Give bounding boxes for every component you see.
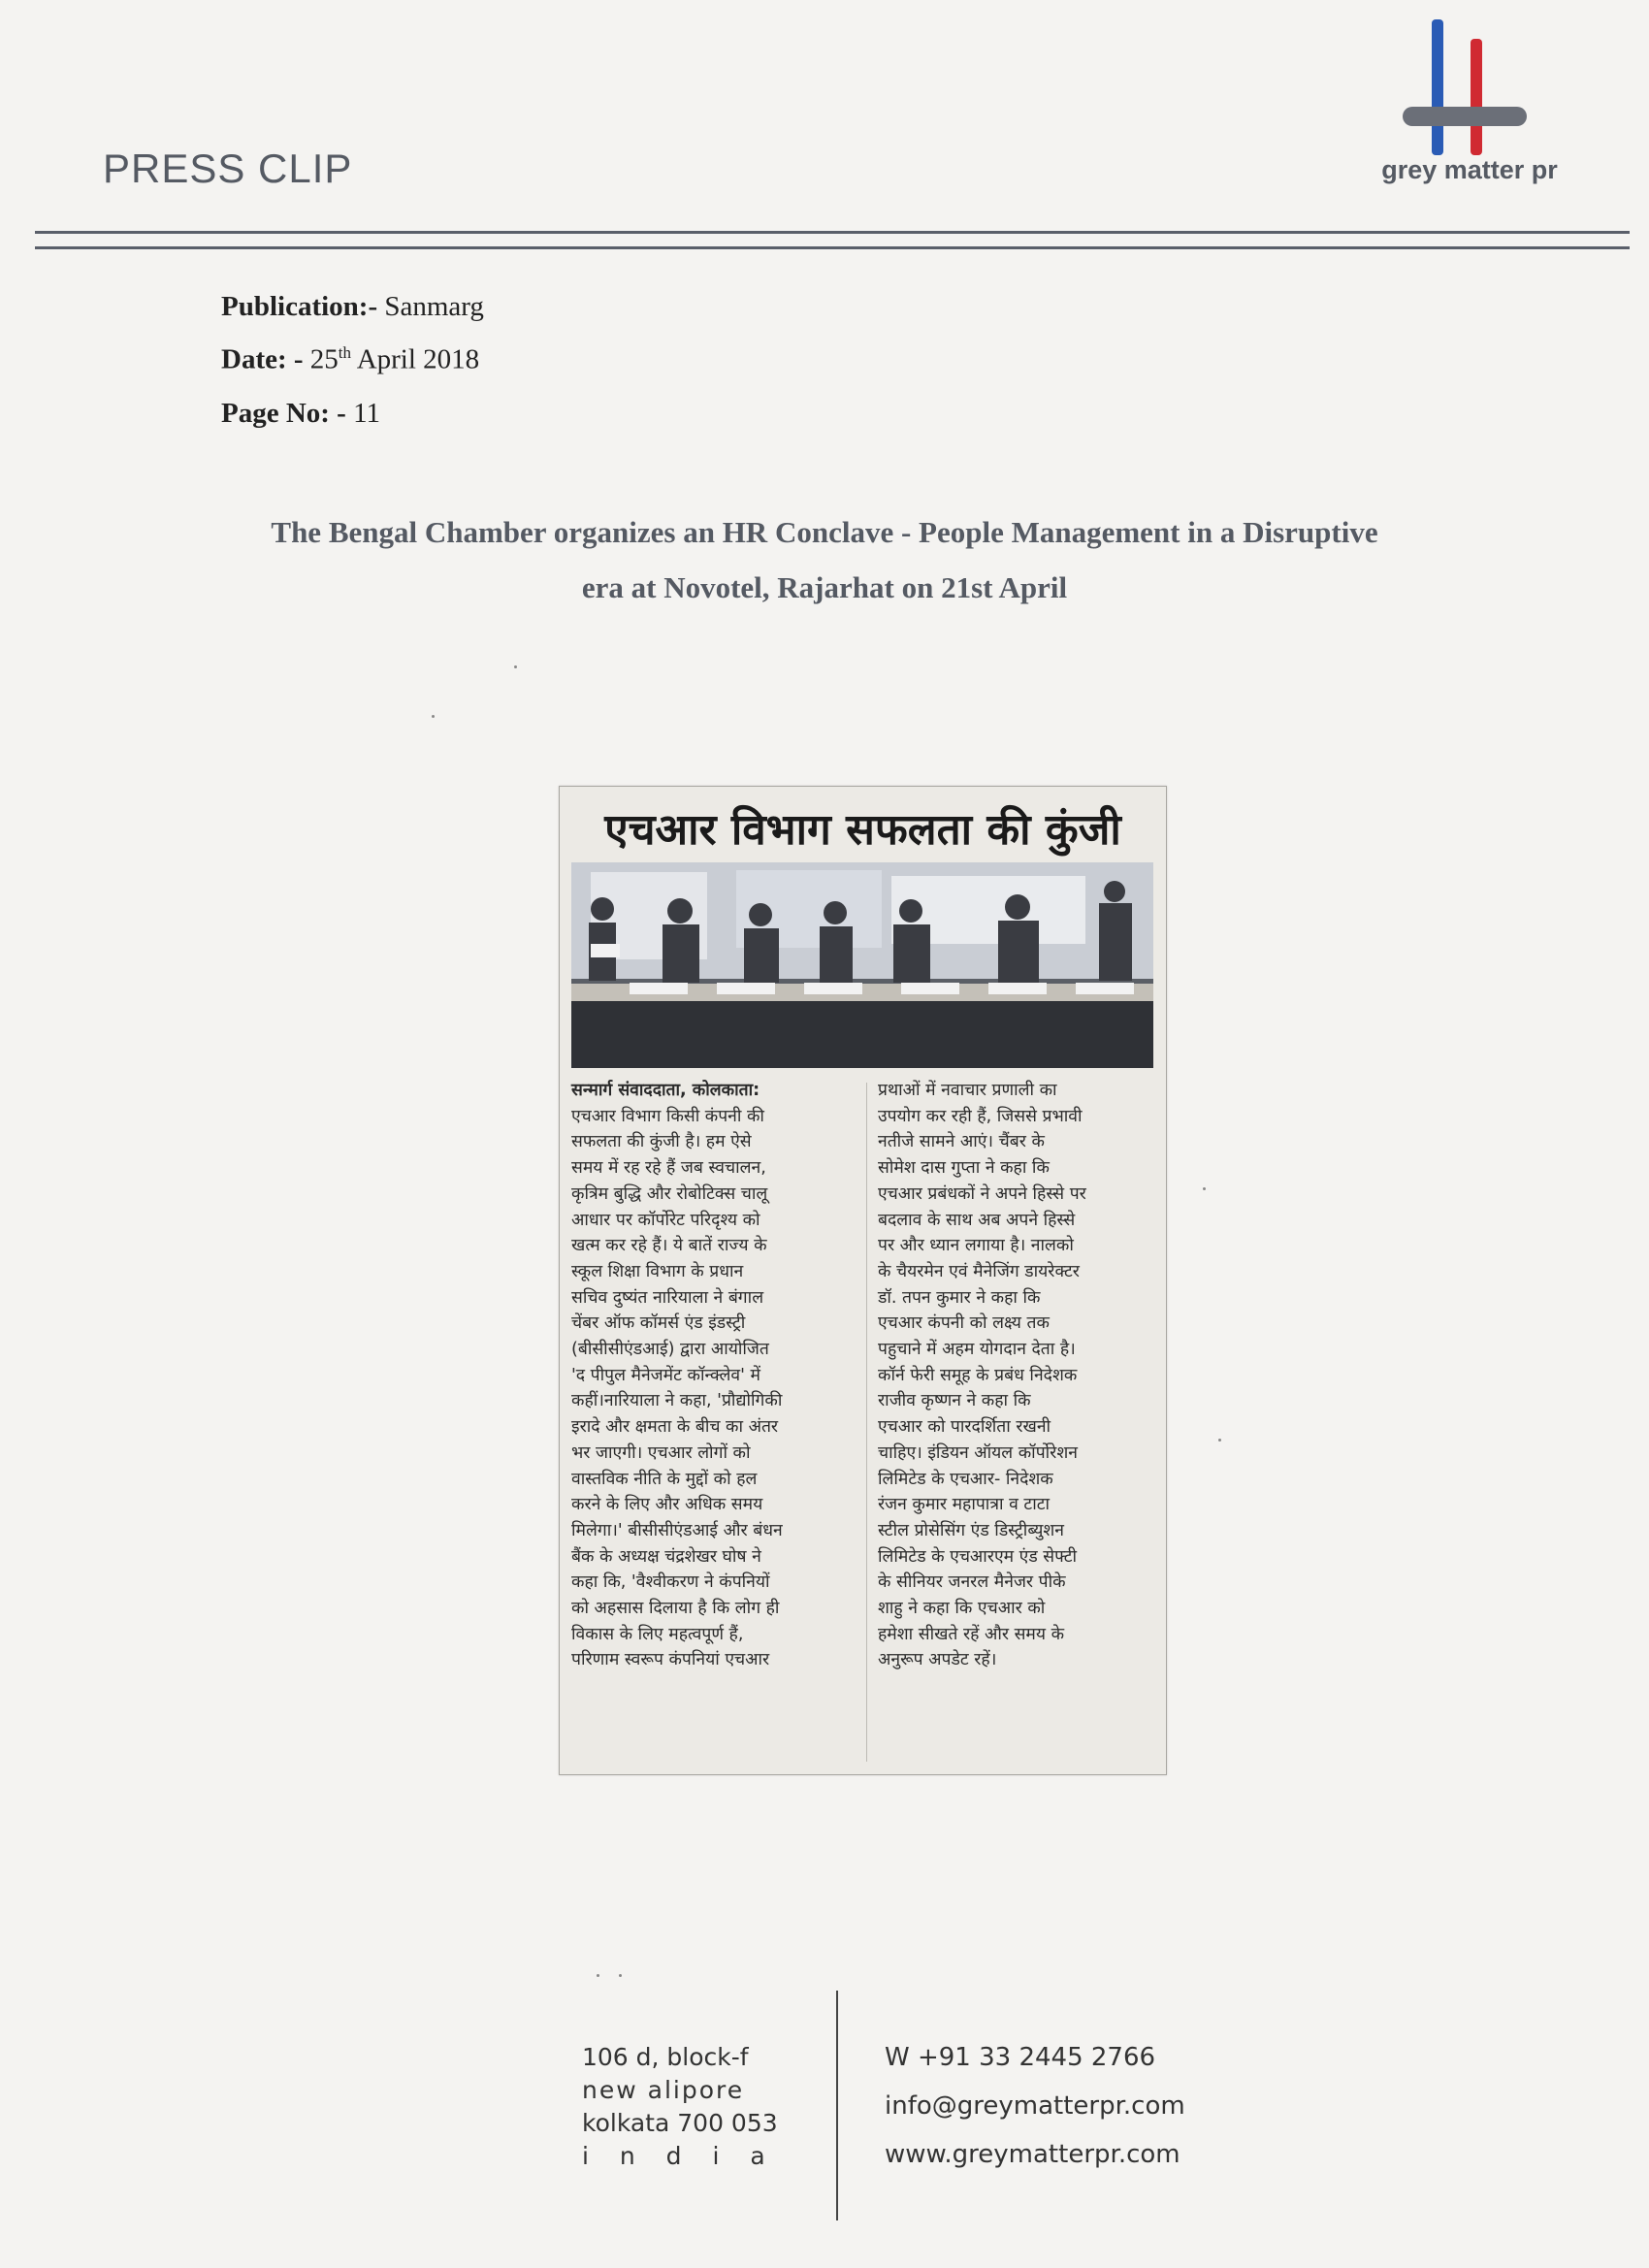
column-1-line: भर जाएगी। एचआर लोगों को: [571, 1442, 751, 1463]
paper-speck: [1203, 1187, 1206, 1190]
paper-speck: [432, 715, 435, 718]
paper-speck: [597, 1974, 599, 1977]
page-line: [221, 398, 380, 430]
headline-line-2: era at Novotel, Rajarhat on 21st April: [581, 570, 1068, 604]
column-1-line: करने के लिए और अधिक समय: [571, 1495, 763, 1515]
header-rule-bottom: [35, 246, 1630, 249]
address-line: i n d i a: [582, 2142, 777, 2170]
column-2-line: अनुरूप अपडेट रहें।: [878, 1650, 997, 1670]
date-label: Date: -: [221, 343, 304, 375]
publication-value: Sanmarg: [384, 291, 484, 322]
column-2-line: लिमिटेड के एचआरएम एंड सेफ्टी: [878, 1546, 1078, 1567]
column-1-line: मिलेगा।' बीसीसीएंडआई और बंधन: [571, 1520, 783, 1540]
column-divider: [866, 1083, 867, 1762]
column-1-line: कृत्रिम बुद्धि और रोबोटिक्स चालू: [571, 1183, 768, 1204]
column-2-line: पर और ध्यान लगाया है। नालको: [878, 1236, 1074, 1256]
headline-line-1: The Bengal Chamber organizes an HR Conclave - People Management in a Disruptive: [271, 515, 1378, 549]
column-2-line: एचआर प्रबंधकों ने अपने हिस्से पर: [878, 1183, 1086, 1204]
column-1-line: चेंबर ऑफ कॉमर्स एंड इंडस्ट्री: [571, 1313, 746, 1334]
date-ordinal: th: [338, 343, 352, 362]
column-2-line: शाहु ने कहा कि एचआर को: [878, 1599, 1046, 1619]
column-1-line: विकास के लिए महत्वपूर्ण हैं,: [571, 1624, 744, 1644]
column-2-line: नतीजे सामने आएं। चैंबर के: [878, 1132, 1045, 1152]
column-1-line: बैंक के अध्यक्ष चंद्रशेखर घोष ने: [571, 1546, 761, 1567]
column-1-line: कहीं।नारियाला ने कहा, 'प्रौद्योगिकी: [571, 1391, 783, 1411]
column-2-line: हमेशा सीखते रहें और समय के: [878, 1624, 1065, 1644]
column-2-line: चाहिए। इंडियन ऑयल कॉर्पोरेशन: [878, 1442, 1078, 1463]
website-url[interactable]: www.greymatterpr.com: [885, 2140, 1180, 2169]
column-1-line: सफलता की कुंजी है। हम ऐसे: [571, 1132, 752, 1152]
column-1-line: आधार पर कॉर्पोरेट परिदृश्य को: [571, 1210, 760, 1230]
page-label: Page No: -: [221, 398, 346, 429]
date-line: [221, 343, 479, 376]
column-2-line: उपयोग कर रही हैं, जिससे प्रभावी: [878, 1106, 1083, 1126]
column-2-line: बदलाव के साथ अब अपने हिस्से: [878, 1210, 1076, 1230]
column-2-line: पहुचाने में अहम योगदान देता है।: [878, 1340, 1076, 1360]
newspaper-clipping: [559, 786, 1167, 1775]
column-2-line: कॉर्न फेरी समूह के प्रबंध निदेशक: [878, 1365, 1078, 1385]
publication-label: Publication:-: [221, 291, 378, 322]
column-1-line: स्कूल शिक्षा विभाग के प्रधान: [571, 1261, 744, 1281]
column-2-line: के सीनियर जनरल मैनेजर पीके: [878, 1572, 1066, 1593]
column-1-line: खत्म कर रहे हैं। ये बातें राज्य के: [571, 1236, 767, 1256]
column-1-line: वास्तविक नीति के मुद्दों को हल: [571, 1469, 758, 1489]
paper-speck: [619, 1974, 622, 1977]
column-1-line: (बीसीसीएंडआई) द्वारा आयोजित: [571, 1340, 769, 1360]
phone-number: W +91 33 2445 2766: [885, 2043, 1156, 2072]
column-2-line: रंजन कुमार महापात्रा व टाटा: [878, 1495, 1051, 1515]
footer-divider: [836, 1991, 838, 2220]
column-2-line: स्टील प्रोसेसिंग एंड डिस्ट्रीब्युशन: [878, 1520, 1064, 1540]
column-2-line: के चैयरमेन एवं मैनेजिंग डायरेक्टर: [878, 1261, 1080, 1281]
column-2-line: लिमिटेड के एचआर- निदेशक: [878, 1469, 1053, 1489]
column-1-line: परिणाम स्वरूप कंपनियां एचआर: [571, 1650, 770, 1670]
column-1-line: 'द पीपुल मैनेजमेंट कॉन्क्लेव' में: [571, 1365, 760, 1385]
paper-speck: [1218, 1439, 1221, 1442]
column-1-line: सचिव दुष्यंत नारियाला ने बंगाल: [571, 1287, 764, 1308]
logo-red-bar: [1471, 39, 1482, 155]
column-1-line: समय में रह रहे हैं जब स्वचालन,: [571, 1158, 766, 1179]
date-rest: April 2018: [356, 343, 480, 375]
column-2-line: एचआर को पारदर्शिता रखनी: [878, 1417, 1051, 1438]
column-1-line: को अहसास दिलाया है कि लोग ही: [571, 1599, 780, 1619]
column-2-line: डॉ. तपन कुमार ने कहा कि: [878, 1287, 1041, 1308]
column-1-line: कहा कि, 'वैश्वीकरण ने कंपनियों: [571, 1572, 770, 1593]
address-line: new alipore: [582, 2076, 745, 2104]
event-photo: [571, 862, 1153, 1068]
press-clip-title: PRESS CLIP: [103, 146, 353, 191]
column-2-line: राजीव कृष्णन ने कहा कि: [878, 1391, 1031, 1411]
page-value: 11: [353, 398, 381, 429]
column-1-line: इरादे और क्षमता के बीच का अंतर: [571, 1417, 779, 1438]
clipping-column-2: [878, 1078, 1165, 1673]
column-2-line: प्रथाओं में नवाचार प्रणाली का: [878, 1081, 1057, 1100]
column-2-line: एचआर कंपनी को लक्ष्य तक: [878, 1313, 1050, 1334]
clipping-headline: एचआर विभाग सफलता की कुंजी: [604, 805, 1121, 855]
column-2-line: सोमेश दास गुप्ता ने कहा कि: [878, 1158, 1050, 1179]
logo-text: grey matter pr: [1381, 155, 1558, 184]
header-rule-top: [35, 231, 1630, 234]
column-1-line: सन्मार्ग संवाददाता, कोलकाता:: [571, 1081, 760, 1100]
clipping-column-1: [571, 1078, 858, 1673]
logo-blue-bar: [1432, 19, 1443, 155]
email-address[interactable]: info@greymatterpr.com: [885, 2091, 1185, 2121]
date-day: 25: [309, 343, 339, 375]
logo-grey-band: [1403, 107, 1527, 126]
address-line: 106 d, block-f: [582, 2043, 749, 2071]
column-1-line: एचआर विभाग किसी कंपनी की: [571, 1106, 764, 1126]
paper-speck: [514, 665, 517, 668]
publication-line: [221, 291, 484, 323]
address-line: kolkata 700 053: [582, 2109, 778, 2137]
